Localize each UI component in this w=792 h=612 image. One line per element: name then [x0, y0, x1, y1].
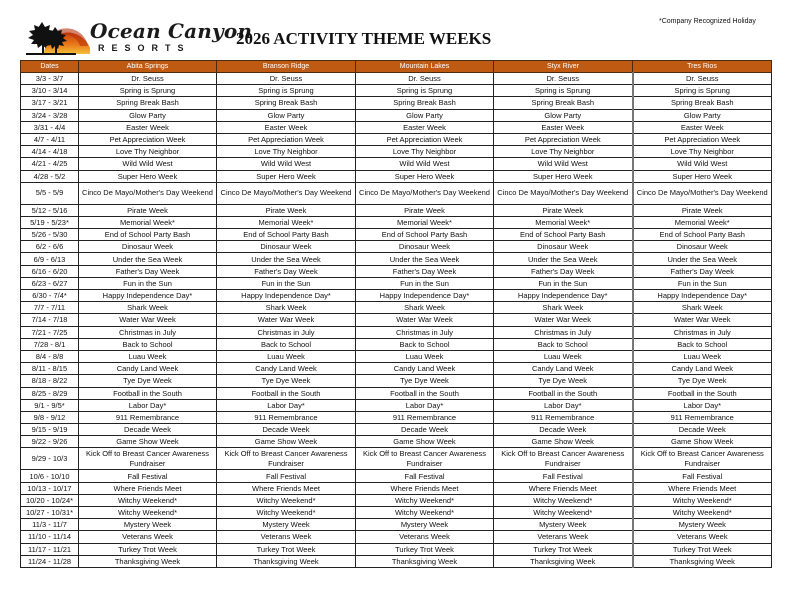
date-cell: 8/25 - 8/29 [21, 387, 79, 399]
theme-cell: Witchy Weekend* [217, 507, 356, 519]
date-cell: 3/24 - 3/28 [21, 109, 79, 121]
theme-cell: Witchy Weekend* [494, 494, 633, 506]
theme-cell: Decade Week [79, 424, 217, 436]
theme-cell: Football in the South [494, 387, 633, 399]
theme-cell: Pirate Week [494, 204, 633, 216]
theme-cell: Thanksgiving Week [633, 555, 772, 567]
theme-cell: Mystery Week [633, 519, 772, 531]
theme-cell: Fall Festival [79, 470, 217, 482]
theme-cell: Fall Festival [494, 470, 633, 482]
date-cell: 4/21 - 4/25 [21, 158, 79, 170]
theme-cell: Happy Independence Day* [494, 290, 633, 302]
theme-cell: Glow Party [217, 109, 356, 121]
theme-cell: Super Hero Week [356, 170, 494, 182]
date-cell: 3/31 - 4/4 [21, 121, 79, 133]
theme-cell: Pirate Week [217, 204, 356, 216]
theme-cell: Luau Week [494, 350, 633, 362]
theme-cell: Spring Break Bash [633, 97, 772, 109]
theme-cell: 911 Remembrance [217, 411, 356, 423]
theme-cell: Under the Sea Week [79, 253, 217, 265]
table-row [21, 375, 772, 387]
holiday-footnote: *Company Recognized Holiday [659, 18, 756, 25]
theme-cell: Easter Week [494, 121, 633, 133]
theme-cell: Memorial Week* [79, 216, 217, 228]
date-cell: 7/21 - 7/25 [21, 326, 79, 338]
theme-cell: Cinco De Mayo/Mother's Day Weekend [633, 182, 772, 204]
theme-cell: Mystery Week [79, 519, 217, 531]
table-row [21, 470, 772, 482]
theme-cell: Candy Land Week [633, 363, 772, 375]
table-row [21, 121, 772, 133]
theme-cell: Game Show Week [79, 436, 217, 448]
theme-cell: Luau Week [217, 350, 356, 362]
theme-cell: Love Thy Neighbor [217, 146, 356, 158]
theme-cell: Christmas in July [356, 326, 494, 338]
date-cell: 3/3 - 3/7 [21, 73, 79, 85]
date-cell: 11/3 - 11/7 [21, 519, 79, 531]
theme-cell: Labor Day* [217, 399, 356, 411]
theme-cell: Where Friends Meet [494, 482, 633, 494]
theme-cell: Tye Dye Week [79, 375, 217, 387]
theme-cell: Super Hero Week [79, 170, 217, 182]
logo-subtitle: RESORTS [98, 43, 191, 53]
theme-cell: Candy Land Week [356, 363, 494, 375]
theme-cell: Turkey Trot Week [494, 543, 633, 555]
theme-cell: 911 Remembrance [633, 411, 772, 423]
theme-cell: Christmas in July [79, 326, 217, 338]
theme-cell: Cinco De Mayo/Mother's Day Weekend [217, 182, 356, 204]
theme-cell: Back to School [633, 338, 772, 350]
theme-cell: Dinosaur Week [217, 241, 356, 253]
table-row [21, 411, 772, 423]
theme-cell: Where Friends Meet [356, 482, 494, 494]
theme-cell: Wild Wild West [79, 158, 217, 170]
theme-cell: Turkey Trot Week [79, 543, 217, 555]
theme-cell: Back to School [356, 338, 494, 350]
table-row [21, 146, 772, 158]
date-cell: 4/28 - 5/2 [21, 170, 79, 182]
theme-cell: Decade Week [356, 424, 494, 436]
theme-cell: Cinco De Mayo/Mother's Day Weekend [79, 182, 217, 204]
theme-cell: Under the Sea Week [494, 253, 633, 265]
theme-cell: Luau Week [633, 350, 772, 362]
theme-cell: 911 Remembrance [494, 411, 633, 423]
theme-cell: Back to School [217, 338, 356, 350]
theme-cell: Glow Party [494, 109, 633, 121]
theme-cell: Under the Sea Week [633, 253, 772, 265]
date-cell: 6/23 - 6/27 [21, 277, 79, 289]
date-cell: 3/17 - 3/21 [21, 97, 79, 109]
theme-cell: Decade Week [494, 424, 633, 436]
page-title: 2026 ACTIVITY THEME WEEKS [236, 29, 492, 48]
theme-cell: Turkey Trot Week [217, 543, 356, 555]
theme-cell: Spring is Sprung [633, 85, 772, 97]
table-row [21, 170, 772, 182]
theme-cell: Father's Day Week [494, 265, 633, 277]
theme-cell: Decade Week [633, 424, 772, 436]
theme-cell: Where Friends Meet [79, 482, 217, 494]
table-row [21, 73, 772, 85]
theme-cell: Dinosaur Week [79, 241, 217, 253]
column-header-tres-rios: Tres Rios [633, 61, 772, 73]
table-row [21, 85, 772, 97]
theme-cell: Kick Off to Breast Cancer Awareness Fundraiser [217, 448, 356, 470]
theme-cell: Father's Day Week [633, 265, 772, 277]
theme-cell: Back to School [494, 338, 633, 350]
theme-cell: Pet Appreciation Week [494, 133, 633, 145]
theme-cell: Love Thy Neighbor [633, 146, 772, 158]
date-cell: 10/13 - 10/17 [21, 482, 79, 494]
date-cell: 11/10 - 11/14 [21, 531, 79, 543]
theme-cell: Kick Off to Breast Cancer Awareness Fundraiser [79, 448, 217, 470]
theme-cell: Spring is Sprung [494, 85, 633, 97]
theme-cell: Back to School [79, 338, 217, 350]
theme-cell: Tye Dye Week [633, 375, 772, 387]
table-row [21, 277, 772, 289]
theme-cell: Dr. Seuss [356, 73, 494, 85]
table-row [21, 531, 772, 543]
table-row [21, 555, 772, 567]
date-cell: 4/7 - 4/11 [21, 133, 79, 145]
date-cell: 6/9 - 6/13 [21, 253, 79, 265]
table-row [21, 290, 772, 302]
date-cell: 9/22 - 9/26 [21, 436, 79, 448]
theme-cell: Wild Wild West [494, 158, 633, 170]
table-row [21, 241, 772, 253]
table-row [21, 97, 772, 109]
date-cell: 6/30 - 7/4* [21, 290, 79, 302]
table-row [21, 507, 772, 519]
theme-cell: Dr. Seuss [217, 73, 356, 85]
theme-cell: Cinco De Mayo/Mother's Day Weekend [494, 182, 633, 204]
theme-cell: Witchy Weekend* [356, 494, 494, 506]
theme-cell: Easter Week [633, 121, 772, 133]
theme-cell: Dinosaur Week [633, 241, 772, 253]
theme-cell: Dinosaur Week [494, 241, 633, 253]
theme-cell: Happy Independence Day* [356, 290, 494, 302]
theme-cell: Water War Week [633, 314, 772, 326]
theme-cell: Shark Week [79, 302, 217, 314]
theme-cell: Game Show Week [633, 436, 772, 448]
theme-cell: Happy Independence Day* [79, 290, 217, 302]
date-cell: 9/1 - 9/5* [21, 399, 79, 411]
theme-cell: 911 Remembrance [79, 411, 217, 423]
theme-cell: Easter Week [217, 121, 356, 133]
theme-cell: Dr. Seuss [79, 73, 217, 85]
date-cell: 8/4 - 8/8 [21, 350, 79, 362]
date-cell: 7/14 - 7/18 [21, 314, 79, 326]
theme-cell: Luau Week [79, 350, 217, 362]
theme-cell: Veterans Week [633, 531, 772, 543]
theme-cell: Thanksgiving Week [356, 555, 494, 567]
table-row [21, 363, 772, 375]
theme-cell: Veterans Week [79, 531, 217, 543]
table-row [21, 302, 772, 314]
date-cell: 5/5 - 5/9 [21, 182, 79, 204]
theme-cell: Water War Week [494, 314, 633, 326]
theme-cell: Witchy Weekend* [633, 494, 772, 506]
theme-cell: Fall Festival [633, 470, 772, 482]
theme-cell: Witchy Weekend* [217, 494, 356, 506]
theme-cell: Witchy Weekend* [79, 494, 217, 506]
theme-cell: Love Thy Neighbor [79, 146, 217, 158]
theme-cell: Pirate Week [79, 204, 217, 216]
theme-cell: Mystery Week [356, 519, 494, 531]
theme-cell: Spring is Sprung [79, 85, 217, 97]
table-row [21, 494, 772, 506]
theme-cell: Pirate Week [633, 204, 772, 216]
theme-cell: Candy Land Week [494, 363, 633, 375]
theme-cell: Water War Week [217, 314, 356, 326]
date-cell: 3/10 - 3/14 [21, 85, 79, 97]
theme-cell: Veterans Week [356, 531, 494, 543]
theme-cell: Happy Independence Day* [217, 290, 356, 302]
theme-cell: Under the Sea Week [356, 253, 494, 265]
theme-cell: Labor Day* [494, 399, 633, 411]
theme-cell: Spring Break Bash [217, 97, 356, 109]
date-cell: 4/14 - 4/18 [21, 146, 79, 158]
theme-cell: Labor Day* [356, 399, 494, 411]
table-row [21, 387, 772, 399]
table-row [21, 204, 772, 216]
theme-cell: Football in the South [356, 387, 494, 399]
theme-cell: Fun in the Sun [494, 277, 633, 289]
theme-cell: Thanksgiving Week [494, 555, 633, 567]
table-row [21, 543, 772, 555]
theme-cell: Under the Sea Week [217, 253, 356, 265]
theme-cell: Christmas in July [494, 326, 633, 338]
date-cell: 7/7 - 7/11 [21, 302, 79, 314]
theme-cell: Christmas in July [633, 326, 772, 338]
theme-cell: Pet Appreciation Week [217, 133, 356, 145]
date-cell: 6/16 - 6/20 [21, 265, 79, 277]
theme-cell: End of School Party Bash [356, 229, 494, 241]
table-row [21, 158, 772, 170]
theme-cell: Where Friends Meet [217, 482, 356, 494]
table-row [21, 482, 772, 494]
table-row [21, 182, 772, 204]
table-row [21, 216, 772, 228]
theme-cell: Happy Independence Day* [633, 290, 772, 302]
theme-cell: Turkey Trot Week [633, 543, 772, 555]
date-cell: 9/8 - 9/12 [21, 411, 79, 423]
theme-cell: Witchy Weekend* [494, 507, 633, 519]
theme-cell: Shark Week [217, 302, 356, 314]
table-row [21, 350, 772, 362]
theme-cell: Football in the South [79, 387, 217, 399]
theme-cell: Dinosaur Week [356, 241, 494, 253]
theme-cell: Fun in the Sun [633, 277, 772, 289]
theme-cell: Wild Wild West [356, 158, 494, 170]
theme-cell: Glow Party [79, 109, 217, 121]
activity-schedule-table [20, 60, 772, 568]
theme-cell: Decade Week [217, 424, 356, 436]
theme-cell: Witchy Weekend* [79, 507, 217, 519]
theme-cell: Pet Appreciation Week [79, 133, 217, 145]
date-cell: 11/24 - 11/28 [21, 555, 79, 567]
table-row [21, 253, 772, 265]
theme-cell: Candy Land Week [79, 363, 217, 375]
theme-cell: Memorial Week* [494, 216, 633, 228]
theme-cell: Spring is Sprung [217, 85, 356, 97]
theme-cell: Love Thy Neighbor [494, 146, 633, 158]
theme-cell: Football in the South [217, 387, 356, 399]
date-cell: 5/19 - 5/23* [21, 216, 79, 228]
theme-cell: Water War Week [356, 314, 494, 326]
table-body [21, 73, 772, 568]
theme-cell: Wild Wild West [633, 158, 772, 170]
theme-cell: Father's Day Week [79, 265, 217, 277]
theme-cell: Shark Week [356, 302, 494, 314]
theme-cell: Where Friends Meet [633, 482, 772, 494]
date-cell: 8/18 - 8/22 [21, 375, 79, 387]
theme-cell: Tye Dye Week [494, 375, 633, 387]
theme-cell: Kick Off to Breast Cancer Awareness Fundraiser [494, 448, 633, 470]
column-header-abita-springs: Abita Springs [79, 61, 217, 73]
table-row [21, 314, 772, 326]
theme-cell: Veterans Week [494, 531, 633, 543]
table-row [21, 133, 772, 145]
date-cell: 11/17 - 11/21 [21, 543, 79, 555]
table-row [21, 436, 772, 448]
theme-cell: Tye Dye Week [217, 375, 356, 387]
theme-cell: Kick Off to Breast Cancer Awareness Fundraiser [633, 448, 772, 470]
theme-cell: Super Hero Week [494, 170, 633, 182]
date-cell: 10/27 - 10/31* [21, 507, 79, 519]
theme-cell: Witchy Weekend* [633, 507, 772, 519]
theme-cell: Spring is Sprung [356, 85, 494, 97]
date-cell: 6/2 - 6/6 [21, 241, 79, 253]
theme-cell: Memorial Week* [633, 216, 772, 228]
theme-cell: Football in the South [633, 387, 772, 399]
theme-cell: Kick Off to Breast Cancer Awareness Fundraiser [356, 448, 494, 470]
theme-cell: Memorial Week* [217, 216, 356, 228]
theme-cell: Candy Land Week [217, 363, 356, 375]
theme-cell: Fall Festival [356, 470, 494, 482]
theme-cell: End of School Party Bash [217, 229, 356, 241]
theme-cell: Father's Day Week [217, 265, 356, 277]
table-row [21, 326, 772, 338]
theme-cell: Game Show Week [494, 436, 633, 448]
theme-cell: Pirate Week [356, 204, 494, 216]
theme-cell: Spring Break Bash [356, 97, 494, 109]
theme-cell: Christmas in July [217, 326, 356, 338]
theme-cell: Labor Day* [633, 399, 772, 411]
date-cell: 5/12 - 5/16 [21, 204, 79, 216]
theme-cell: Shark Week [494, 302, 633, 314]
table-row [21, 265, 772, 277]
table-row [21, 338, 772, 350]
theme-cell: Glow Party [356, 109, 494, 121]
theme-cell: Pet Appreciation Week [356, 133, 494, 145]
theme-cell: Shark Week [633, 302, 772, 314]
column-header-branson-ridge: Branson Ridge [217, 61, 356, 73]
theme-cell: Labor Day* [79, 399, 217, 411]
table-row [21, 229, 772, 241]
date-cell: 10/6 - 10/10 [21, 470, 79, 482]
theme-cell: Wild Wild West [217, 158, 356, 170]
theme-cell: Game Show Week [217, 436, 356, 448]
date-cell: 9/15 - 9/19 [21, 424, 79, 436]
theme-cell: 911 Remembrance [356, 411, 494, 423]
theme-cell: Super Hero Week [633, 170, 772, 182]
theme-cell: Easter Week [79, 121, 217, 133]
theme-cell: Mystery Week [494, 519, 633, 531]
theme-cell: Water War Week [79, 314, 217, 326]
theme-cell: Fall Festival [217, 470, 356, 482]
theme-cell: Dr. Seuss [633, 73, 772, 85]
theme-cell: Glow Party [633, 109, 772, 121]
theme-cell: End of School Party Bash [494, 229, 633, 241]
date-cell: 10/20 - 10/24* [21, 494, 79, 506]
column-header-dates: Dates [21, 61, 79, 73]
theme-cell: Thanksgiving Week [79, 555, 217, 567]
theme-cell: Memorial Week* [356, 216, 494, 228]
ocean-canyon-logo [24, 18, 253, 60]
theme-cell: Dr. Seuss [494, 73, 633, 85]
theme-cell: Thanksgiving Week [217, 555, 356, 567]
theme-cell: Father's Day Week [356, 265, 494, 277]
theme-cell: Fun in the Sun [79, 277, 217, 289]
date-cell: 5/26 - 5/30 [21, 229, 79, 241]
table-row [21, 424, 772, 436]
sunset-tree-icon [24, 18, 94, 60]
table-row [21, 519, 772, 531]
theme-cell: End of School Party Bash [79, 229, 217, 241]
theme-cell: Tye Dye Week [356, 375, 494, 387]
theme-cell: Veterans Week [217, 531, 356, 543]
date-cell: 9/29 - 10/3 [21, 448, 79, 470]
table-row [21, 399, 772, 411]
theme-cell: Fun in the Sun [356, 277, 494, 289]
theme-cell: Super Hero Week [217, 170, 356, 182]
theme-cell: End of School Party Bash [633, 229, 772, 241]
theme-cell: Luau Week [356, 350, 494, 362]
theme-cell: Pet Appreciation Week [633, 133, 772, 145]
theme-cell: Easter Week [356, 121, 494, 133]
theme-cell: Game Show Week [356, 436, 494, 448]
table-row [21, 448, 772, 470]
table-row [21, 109, 772, 121]
theme-cell: Mystery Week [217, 519, 356, 531]
column-header-mountain-lakes: Mountain Lakes [356, 61, 494, 73]
theme-cell: Spring Break Bash [494, 97, 633, 109]
logo-name: Ocean Canyon [90, 19, 253, 43]
theme-cell: Witchy Weekend* [356, 507, 494, 519]
theme-cell: Fun in the Sun [217, 277, 356, 289]
date-cell: 7/28 - 8/1 [21, 338, 79, 350]
theme-cell: Turkey Trot Week [356, 543, 494, 555]
table-header-row [21, 61, 772, 73]
date-cell: 8/11 - 8/15 [21, 363, 79, 375]
column-header-styx-river: Styx River [494, 61, 633, 73]
theme-cell: Love Thy Neighbor [356, 146, 494, 158]
theme-cell: Cinco De Mayo/Mother's Day Weekend [356, 182, 494, 204]
theme-cell: Spring Break Bash [79, 97, 217, 109]
